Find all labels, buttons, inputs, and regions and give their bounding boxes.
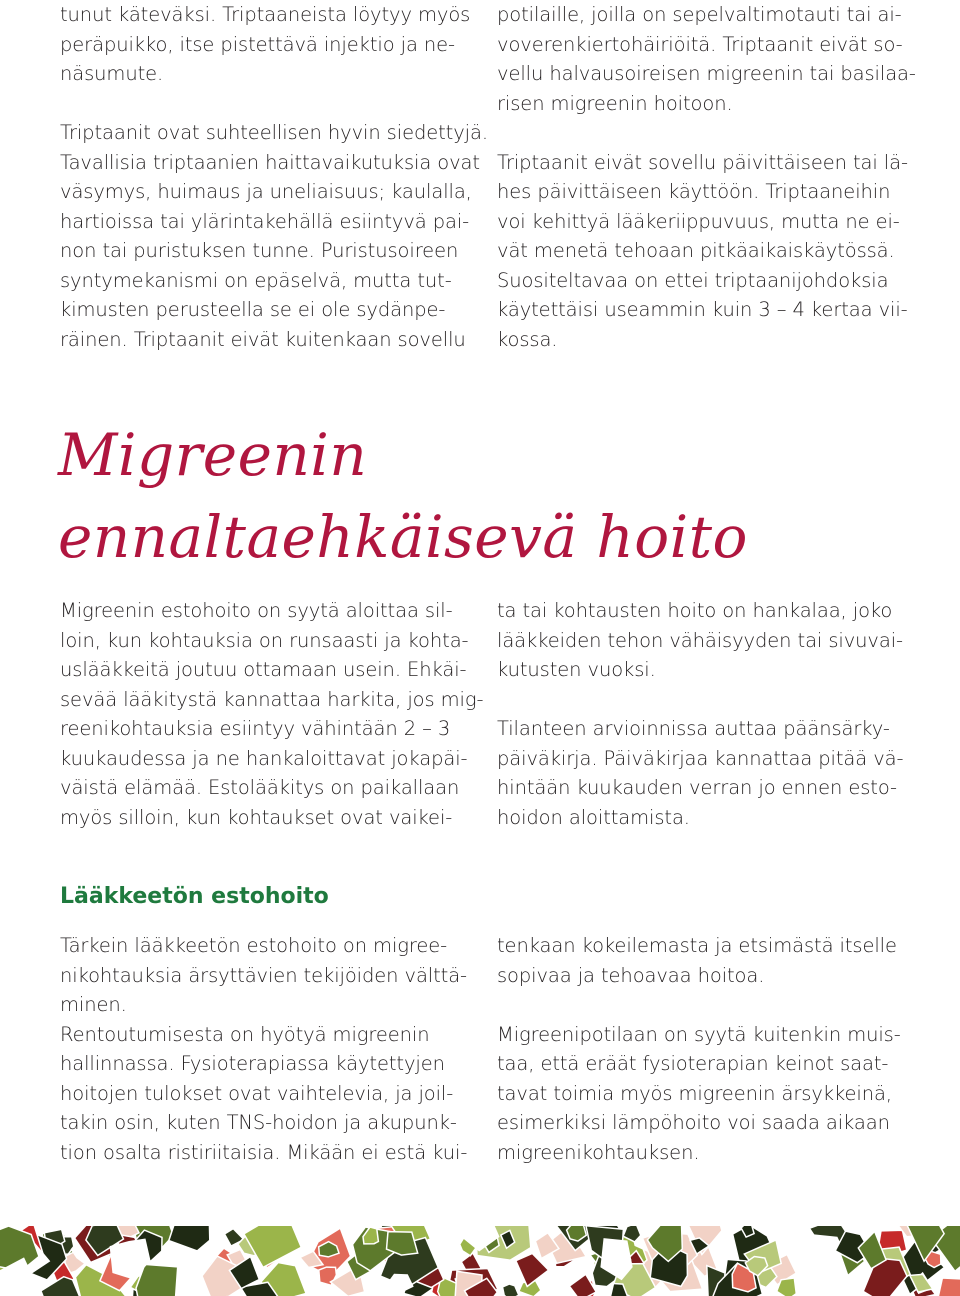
text-line: lääkkeiden tehon vähäisyyden tai sivuvai-	[497, 628, 903, 652]
text-line: sopivaa ja tehoavaa hoitoa.	[497, 963, 765, 987]
text-line: non tai puristuksen tunne. Puristusoireen	[60, 239, 459, 262]
text-line: Triptaanit eivät sovellu päivittäiseen tai lä-	[497, 150, 908, 174]
text-line: tion osalta ristiriitaisia. Mikään ei estä kui-	[60, 1140, 468, 1164]
text-line: nikohtauksia ärsyttävien tekijöiden välttä-	[60, 963, 467, 987]
text-line: väistä elämää. Estolääkitys on paikallaan	[60, 776, 460, 799]
subheading: Lääkkeetön estohoito	[60, 884, 329, 909]
text-line: kimusten perusteella se ei ole sydänpe-	[60, 298, 446, 321]
middle-right-column	[497, 596, 907, 832]
text-line: näsumute.	[60, 62, 164, 85]
text-line: myös silloin, kun kohtaukset ovat vaikei-	[60, 805, 453, 829]
text-line: Tilanteen arvioinnissa auttaa päänsärky-	[497, 717, 890, 740]
text-line: Tavallisia triptaanien haittavaikutuksia ovat	[60, 150, 480, 174]
mosaic-tile	[503, 1284, 519, 1296]
section-title-line-1: Migreenin	[58, 421, 368, 489]
text-line: päiväkirja. Päiväkirjaa kannattaa pitää vä-	[497, 746, 904, 770]
section-title-line-2: ennaltaehkäisevä hoito	[58, 503, 748, 571]
text-line: väsymys, huimaus ja uneliaisuus; kaulalla,	[60, 180, 472, 203]
text-line: kossa.	[497, 327, 558, 351]
section-title	[58, 414, 748, 578]
mosaic-image	[0, 1226, 960, 1296]
text-line: Tärkein lääkkeetön estohoito on migree-	[60, 934, 448, 957]
mosaic-tile	[937, 1278, 960, 1296]
text-line: Triptaanit ovat suhteellisen hyvin siedettyjä.	[60, 121, 488, 144]
top-left-column	[60, 0, 488, 354]
text-line: Suositeltavaa on ettei triptaanijohdoksia	[497, 268, 889, 292]
text-line	[497, 990, 907, 1020]
mosaic-tile	[516, 1254, 549, 1287]
text-line: uslääkkeitä joutuu ottamaan usein. Ehkäi-	[60, 658, 467, 681]
text-line: hes päivittäiseen käyttöön. Triptaaneihin	[497, 180, 891, 203]
text-line: käytettäisi useammin kuin 3 – 4 kertaa vii-	[497, 298, 908, 321]
decorative-mosaic-strip	[0, 1226, 960, 1296]
text-line: tunut käteväksi. Triptaaneista löytyy myös	[60, 3, 471, 26]
top-right-column	[497, 0, 916, 354]
text-line: reenikohtauksia esiintyy vähintään 2 – 3	[60, 717, 451, 740]
text-line: tenkaan kokeilemasta ja etsimästä itselle	[497, 934, 897, 957]
mosaic-tile	[569, 1274, 596, 1296]
text-line: loin, kun kohtauksia on runsaasti ja kohta-	[60, 628, 469, 652]
text-line: peräpuikko, itse pistettävä injektio ja ne-	[60, 32, 455, 56]
text-line	[497, 685, 907, 715]
text-line: räinen. Triptaanit eivät kuitenkaan sovellu	[60, 327, 466, 351]
text-line: potilaille, joilla on sepelvaltimotauti tai ai-	[497, 3, 902, 26]
text-line: vellu halvausoireisen migreenin tai basilaa-	[497, 62, 916, 85]
bottom-left-column	[60, 931, 470, 1167]
middle-left-column	[60, 596, 484, 832]
text-line: voi kehittyä lääkeriippuvuus, mutta ne ei-	[497, 209, 900, 233]
bottom-right-column	[497, 931, 907, 1167]
text-line: hoitojen tulokset ovat vaihtelevia, ja joil-	[60, 1081, 454, 1105]
text-line: kutusten vuoksi.	[497, 658, 656, 681]
text-line: migreenikohtauksen.	[497, 1140, 700, 1164]
text-line: hoidon aloittamista.	[497, 805, 690, 829]
text-line: hintään kuukauden verran jo ennen esto-	[497, 776, 897, 799]
text-line: sevää lääkitystä kannattaa harkita, jos mig-	[60, 687, 484, 711]
text-line: hallinnassa. Fysioterapiassa käytettyjen	[60, 1052, 445, 1075]
text-line	[60, 89, 470, 119]
text-line: Rentoutumisesta on hyötyä migreenin	[60, 1022, 430, 1046]
text-line: syntymekanismi on epäselvä, mutta tut-	[60, 268, 452, 292]
text-line: vät menetä tehoaan pitkäaikaiskäytössä.	[497, 239, 895, 262]
text-line: tavat toimia myös migreenin ärsykkeinä,	[497, 1081, 892, 1105]
mosaic-tile	[387, 1232, 418, 1256]
text-line: voverenkiertohäiriöitä. Triptaanit eivät so-	[497, 32, 903, 56]
text-line: risen migreenin hoitoon.	[497, 91, 733, 115]
text-line: ta tai kohtausten hoito on hankalaa, joko	[497, 599, 893, 622]
text-line: Migreenin estohoito on syytä aloittaa sil-	[60, 599, 453, 622]
text-line: esimerkiksi lämpöhoito voi saada aikaan	[497, 1111, 890, 1134]
text-line: takin osin, kuten TNS-hoidon ja akupunk-	[60, 1111, 457, 1134]
text-line: taa, että eräät fysioterapian keinot saat-	[497, 1052, 889, 1075]
text-line: Migreenipotilaan on syytä kuitenkin muis-	[497, 1022, 901, 1046]
text-line	[497, 118, 907, 148]
text-line: hartioissa tai ylärintakehällä esiintyvä pai-	[60, 209, 470, 233]
text-line: minen.	[60, 993, 127, 1016]
text-line: kuukaudessa ja ne hankaloittavat jokapäi-	[60, 746, 468, 770]
